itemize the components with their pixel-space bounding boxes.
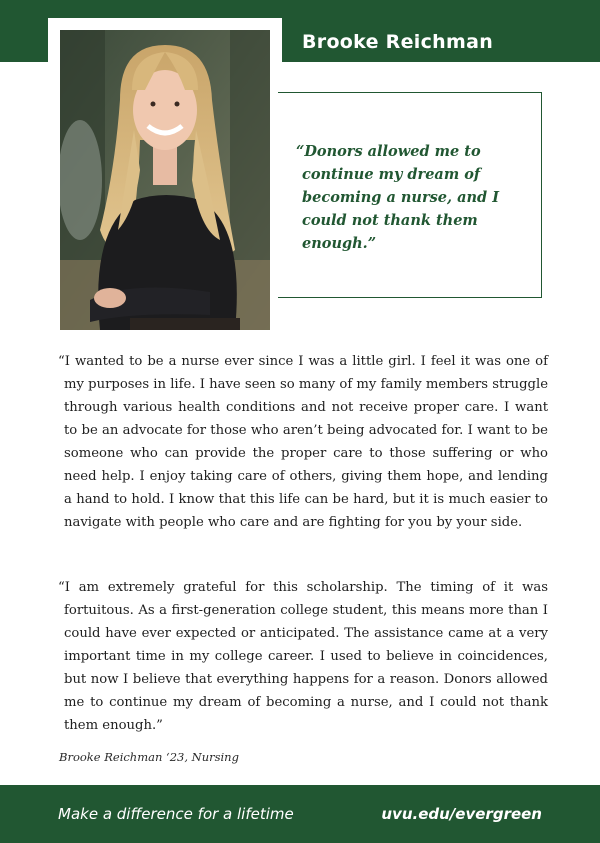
attribution: Brooke Reichman ‘23, Nursing [59,750,239,764]
student-name: Brooke Reichman [302,31,494,53]
body-paragraph-2: “I am extremely grateful for this scholarship. The timing of it was fortuitous. As a first-generation college student, this means more than I could have ever expected or anticipated. The assistance came at a very important time in my college career. I used to believe in coincidences, but now I believe that everything happens for a reason. Donors allowed me to continue my dream of becoming a nurse, and I could not thank them enough.” [58,580,548,733]
portrait-frame [48,18,282,341]
footer-band [0,785,600,843]
portrait-photo [60,30,270,330]
pull-quote: “Donors allowed me to continue my dream of becoming a nurse, and I could not thank them enough.” [296,143,500,252]
body-paragraph-1: “I wanted to be a nurse ever since I was a little girl. I feel it was one of my purposes in life. I have seen so many of my family members struggle through various health conditions and not receive proper care. I want to be an advocate for those who aren’t being advocated for. I want to be someone who can provide the proper care to those suffering or who need help. I enjoy taking care of others, giving them hope, and lending a hand to hold. I know that this life can be hard, but it is much easier to navigate with people who care and are fighting for you by your side. [58,354,548,530]
footer-url[interactable]: uvu.edu/evergreen [381,805,542,823]
footer-tagline: Make a difference for a lifetime [58,805,294,823]
